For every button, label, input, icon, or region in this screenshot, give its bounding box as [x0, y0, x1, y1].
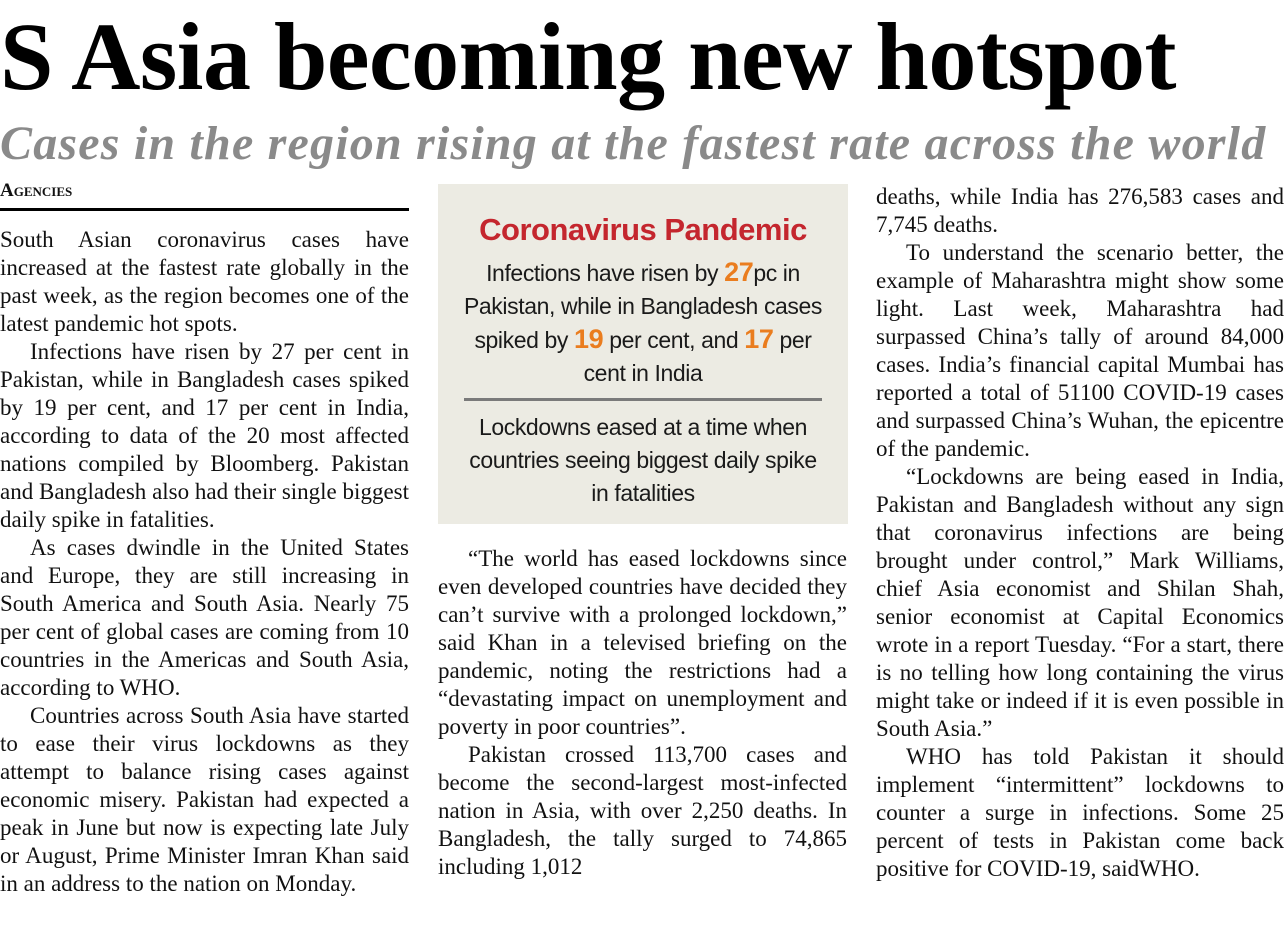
fact-text: Infections have risen by — [486, 260, 725, 286]
paragraph: Countries across South Asia have started to ease their virus lockdowns as they attempt to balance rising cases against economic misery. Pakistan had expected a peak in June but now is expecting late July or August, Prime Minister Imran Khan said in an address to the nation on Monday. — [0, 703, 409, 896]
paragraph: WHO has told Pakistan it should implement “intermittent” lockdowns to counter a surge in infections. Some 25 percent of tests in Pakistan come back positive for COVID-19, saidWHO. — [876, 744, 1284, 881]
fact-box-note: Lockdowns eased at a time when countries seeing biggest daily spike in fatalities — [469, 414, 817, 506]
article-column-3 — [876, 183, 1284, 883]
fact-box-divider — [464, 398, 822, 401]
paragraph: “Lockdowns are being eased in India, Pakistan and Bangladesh without any sign that coronavirus infections are being brought under control,” Mark Williams, chief Asia economist and Shilan Shah, senior economist at Capital Economics wrote in a report Tuesday. “For a start, there is no telling how long containing the virus might take or indeed if it is even possible in South Asia.” — [876, 464, 1284, 741]
fact-text: per cent in India — [583, 327, 812, 386]
paragraph: As cases dwindle in the United States and Europe, they are still increasing in South America and South Asia. Nearly 75 per cent of global cases are coming from 10 countries in the Americas and South Asia, according to WHO. — [0, 535, 409, 700]
paragraph: Infections have risen by 27 per cent in Pakistan, while in Bangladesh cases spiked by 19 per cent, and 17 per cent in India, according to data of the 20 most affected nations compiled by Bloomberg. Pakistan and Bangladesh also had their single biggest daily spike in fatalities. — [0, 339, 409, 532]
fact-text: per cent, and — [603, 327, 745, 353]
paragraph: “The world has eased lockdowns since even developed countries have decided they can’t survive with a prolonged lockdown,” said Khan in a televised briefing on the pandemic, noting the restrictions had a “devastating impact on unemployment and poverty in poor countries”. — [438, 546, 847, 739]
pakistan-figure: 27 — [724, 257, 754, 287]
fact-text: pc in Pakistan, while in Bangladesh cases spiked by — [463, 260, 823, 353]
paragraph: deaths, while India has 276,583 cases and 7,745 deaths. — [876, 184, 1284, 237]
paragraph: South Asian coronavirus cases have increased at the fastest rate globally in the past week, as the region becomes one of the latest pandemic hot spots. — [0, 227, 409, 336]
fact-box — [438, 184, 848, 524]
fact-box-title: Coronavirus Pandemic — [479, 212, 807, 247]
article-column-2 — [438, 545, 847, 881]
headline: S Asia becoming new hotspot — [0, 3, 1176, 110]
paragraph: Pakistan crossed 113,700 cases and become the second-largest most-infected nation in Asia, with over 2,250 deaths. In Bangladesh, the tally surged to 74,865 including 1,012 — [438, 742, 847, 879]
paragraph: To understand the scenario better, the example of Maharashtra might show some light. Last week, Maharashtra had surpassed China’s tally of around 84,000 cases. India’s financial capital Mumbai has reported a total of 51100 COVID-19 cases and surpassed China’s Wuhan, the epicentre of the pandemic. — [876, 240, 1284, 461]
subheadline: Cases in the region rising at the fastest rate across the world — [0, 117, 1267, 170]
fact-box-stats — [458, 256, 828, 390]
byline: Agencies — [0, 178, 409, 211]
india-figure: 17 — [744, 324, 774, 354]
bangladesh-figure: 19 — [574, 324, 604, 354]
article-column-1 — [0, 226, 409, 898]
